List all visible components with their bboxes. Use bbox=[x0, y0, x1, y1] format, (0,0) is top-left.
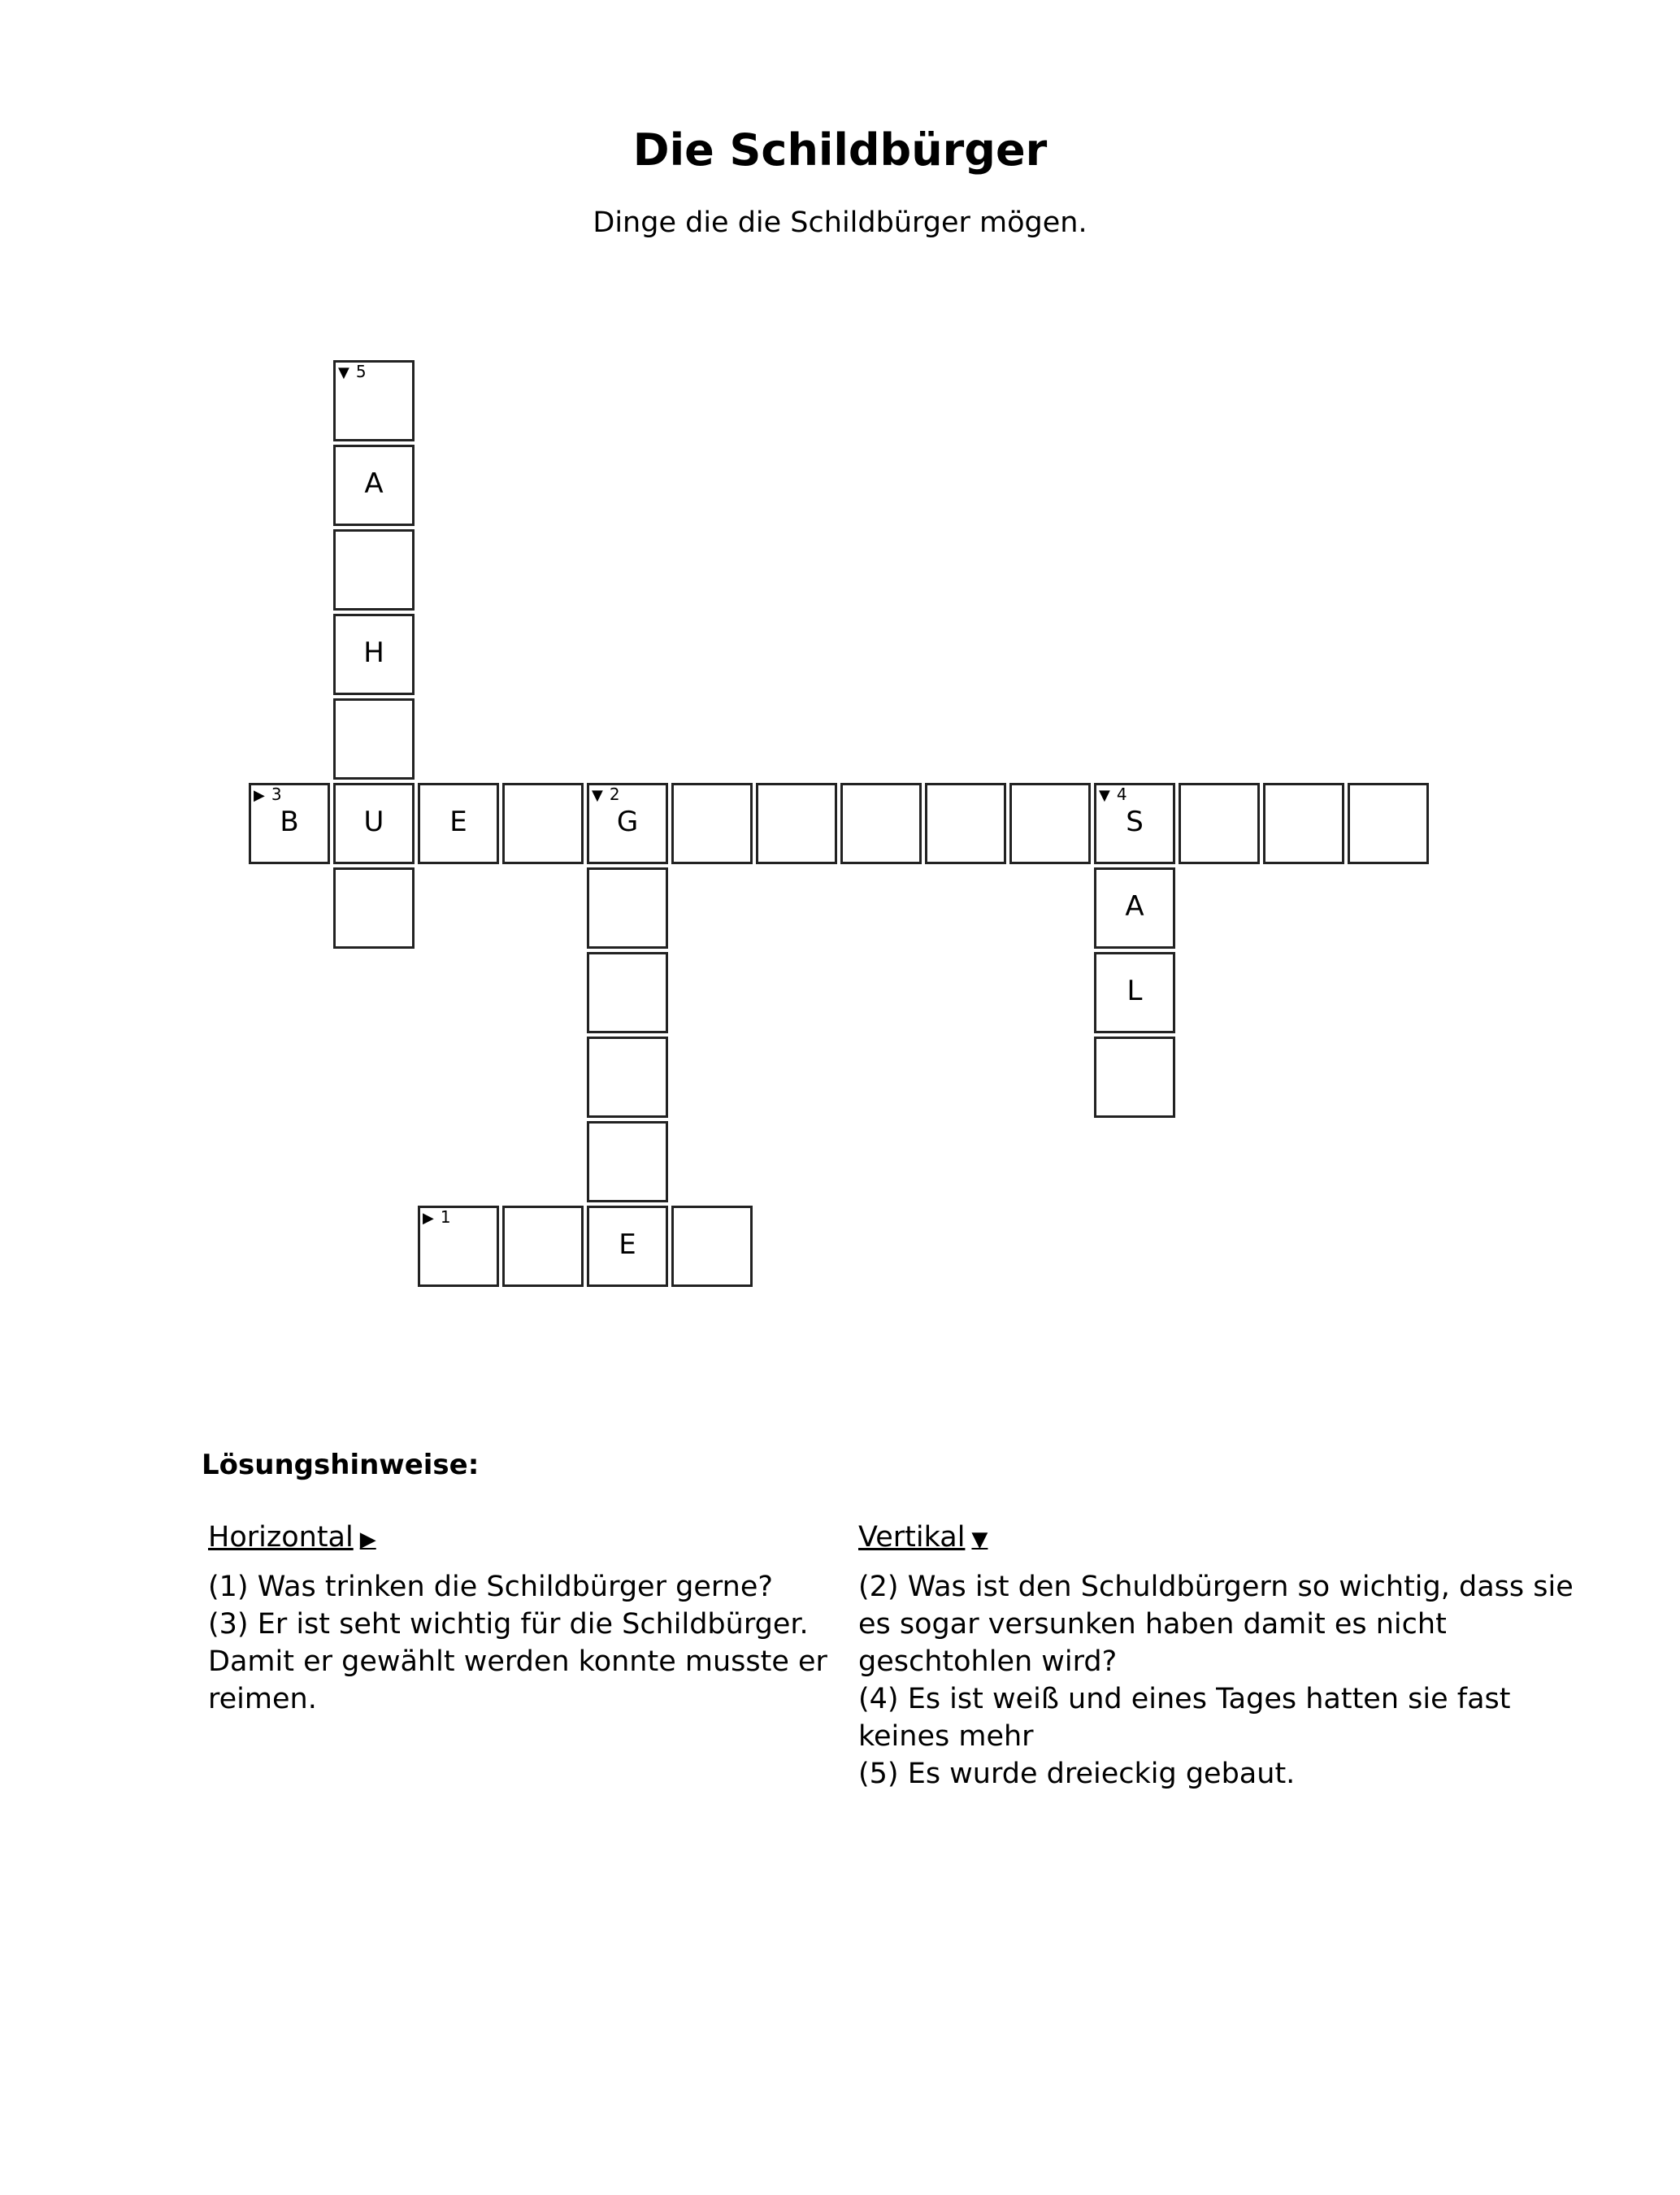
down-arrow-icon: ▼ bbox=[1099, 787, 1110, 804]
crossword-cell[interactable] bbox=[333, 360, 415, 441]
crossword-cell[interactable] bbox=[587, 1037, 668, 1118]
cell-letter: B bbox=[280, 806, 299, 838]
crossword-cell[interactable] bbox=[1094, 1037, 1175, 1118]
crossword-cell[interactable] bbox=[671, 1206, 753, 1287]
down-label: Vertikal bbox=[858, 1521, 966, 1554]
right-arrow-icon: ▶ bbox=[254, 787, 265, 804]
clue-number-marker bbox=[423, 1208, 451, 1228]
down-clues-column bbox=[858, 1519, 1574, 1793]
clue-number: 2 bbox=[609, 785, 620, 804]
across-label: Horizontal bbox=[208, 1521, 354, 1554]
crossword-cell[interactable] bbox=[333, 783, 415, 864]
right-arrow-icon: ▶ bbox=[423, 1210, 434, 1227]
crossword-cell[interactable] bbox=[1263, 783, 1344, 864]
crossword-cell[interactable] bbox=[333, 698, 415, 780]
cell-letter: G bbox=[616, 806, 639, 838]
cell-letter: A bbox=[364, 467, 384, 500]
crossword-cell[interactable] bbox=[1179, 783, 1260, 864]
crossword-cell[interactable] bbox=[418, 1206, 499, 1287]
down-arrow-icon: ▼ bbox=[592, 787, 603, 804]
clue-number: 3 bbox=[271, 785, 282, 804]
down-arrow-icon: ▼ bbox=[971, 1528, 988, 1552]
crossword-cell[interactable] bbox=[333, 867, 415, 949]
cell-letter: E bbox=[619, 1228, 636, 1261]
cell-letter: H bbox=[363, 637, 384, 669]
clue-number-marker bbox=[254, 785, 282, 805]
crossword-cell[interactable] bbox=[756, 783, 837, 864]
clue-number-marker bbox=[338, 363, 367, 382]
hints-heading: Lösungshinweise: bbox=[202, 1449, 480, 1481]
page-subtitle: Dinge die die Schildbürger mögen. bbox=[593, 206, 1087, 239]
clue-down-2: (2) Was ist den Schuldbürgern so wichtig, dass sie es sogar versunken haben damit es nicht geschtohlen wird? bbox=[858, 1571, 1574, 1678]
across-arrow-icon: ▶ bbox=[359, 1528, 376, 1552]
down-heading bbox=[858, 1519, 1574, 1558]
clue-down-5: (5) Es wurde dreieckig gebaut. bbox=[858, 1758, 1296, 1790]
cell-letter: L bbox=[1127, 975, 1143, 1007]
crossword-cell[interactable] bbox=[671, 783, 753, 864]
crossword-cell[interactable] bbox=[333, 529, 415, 611]
across-heading bbox=[208, 1519, 834, 1558]
cell-letter: U bbox=[363, 806, 384, 838]
crossword-cell[interactable] bbox=[587, 952, 668, 1033]
crossword-cell[interactable] bbox=[1348, 783, 1429, 864]
cell-letter: E bbox=[449, 806, 467, 838]
crossword-cell[interactable] bbox=[418, 783, 499, 864]
crossword-cell[interactable] bbox=[587, 783, 668, 864]
crossword-cell[interactable] bbox=[925, 783, 1006, 864]
clue-down-4: (4) Es ist weiß und eines Tages hatten sie fast keines mehr bbox=[858, 1683, 1511, 1753]
clue-number: 4 bbox=[1116, 785, 1127, 804]
crossword-cell[interactable] bbox=[333, 445, 415, 526]
clue-number-marker bbox=[1099, 785, 1127, 805]
crossword-cell[interactable] bbox=[1094, 783, 1175, 864]
crossword-cell[interactable] bbox=[1094, 867, 1175, 949]
crossword-cell[interactable] bbox=[1094, 952, 1175, 1033]
crossword-cell[interactable] bbox=[1009, 783, 1091, 864]
crossword-cell[interactable] bbox=[840, 783, 922, 864]
cell-letter: S bbox=[1126, 806, 1144, 838]
clue-across-3: (3) Er ist seht wichtig für die Schildbürger. Damit er gewählt werden konnte musste er reimen. bbox=[208, 1608, 827, 1715]
crossword-cell[interactable] bbox=[333, 614, 415, 695]
crossword-cell[interactable] bbox=[249, 783, 330, 864]
clue-number: 5 bbox=[355, 362, 367, 381]
crossword-cell[interactable] bbox=[587, 1121, 668, 1202]
crossword-cell[interactable] bbox=[587, 867, 668, 949]
crossword-cell[interactable] bbox=[502, 1206, 584, 1287]
down-arrow-icon: ▼ bbox=[338, 364, 349, 381]
clue-number-marker bbox=[592, 785, 620, 805]
cell-letter: A bbox=[1125, 890, 1144, 923]
clue-number: 1 bbox=[440, 1207, 451, 1227]
page-title: Die Schildbürger bbox=[632, 124, 1048, 176]
across-clues-column bbox=[208, 1519, 834, 1718]
crossword-cell[interactable] bbox=[587, 1206, 668, 1287]
clue-across-1: (1) Was trinken die Schildbürger gerne? bbox=[208, 1571, 773, 1603]
crossword-cell[interactable] bbox=[502, 783, 584, 864]
